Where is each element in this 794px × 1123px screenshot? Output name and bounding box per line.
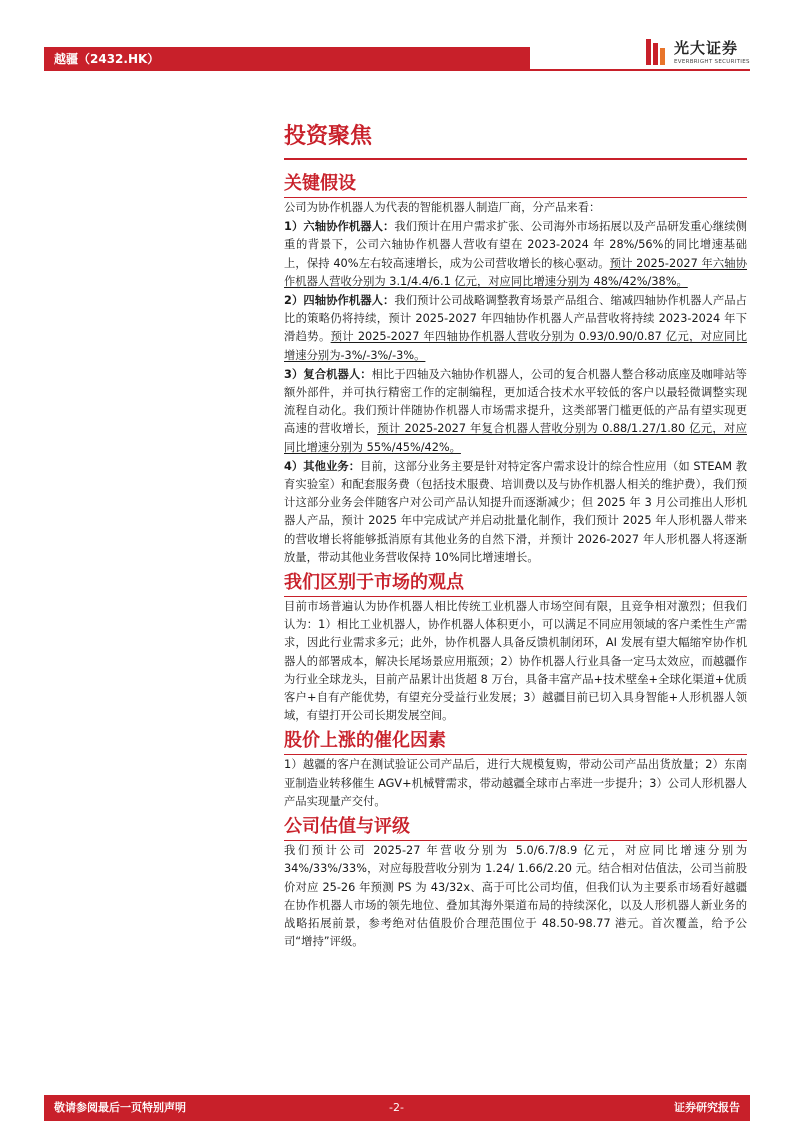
assumption-item [284, 218, 747, 291]
assumption-lead: 1）六轴协作机器人： [284, 220, 395, 234]
assumption-forecast: 预计 2025-2027 年复合机器人营收分别为 0.88/1.27/1.80 亿元，对应同比增速分别为 55%/45%/42%。 [284, 422, 747, 454]
catalysts-text: 1）越疆的客户在测试验证公司产品后，进行大规模复购，带动公司产品出货放量；2）东南亚制造业转移催生 AGV+机械臂需求，带动越疆全球市占率进一步提升；3）公司人形机器人产品实现量产交付。 [284, 758, 747, 808]
assumption-forecast: 预计 2025-2027 年四轴协作机器人营收分别为 0.93/0.90/0.87 亿元，对应同比增速分别为-3%/-3%/-3%。 [284, 330, 747, 362]
assumption-lead: 2）四轴协作机器人： [284, 294, 395, 308]
page-title: 投资聚焦 [284, 122, 747, 160]
differentiated-view-text: 目前市场普遍认为协作机器人相比传统工业机器人市场空间有限，且竞争相对激烈；但我们认为：1）相比工业机器人，协作机器人体积更小，可以满足不同应用领域的客户柔性生产需求，因此行业需求多元；此外，协作机器人具备反馈机制闭环，AI 发展有望大幅缩窄协作机器人的部署成本，解决长尾场景应用瓶颈；2）协作机器人行业具备一定马太效应，而越疆作为行业全球龙头，目前产品累计出货超 8 万台，具备丰富产品+技术壁垒+全球化渠道+优质客户+自有产能优势，有望充分受益行业发展；3）越疆目前已切入具身智能+人形机器人领域，有望打开公司长期发展空间。 [284, 600, 747, 723]
report-title: 越疆（2432.HK） [54, 52, 160, 66]
assumption-item [284, 292, 747, 365]
assumption-item [284, 366, 747, 457]
logo-text-cn: 光大证券 [674, 39, 739, 57]
assumption-lead: 4）其他业务： [284, 459, 361, 473]
section-title-key-assumptions: 关键假设 [284, 172, 747, 198]
valuation-text: 我们预计公司 2025-27 年营收分别为 5.0/6.7/8.9 亿元，对应同比增速分别为 34%/33%/33%，对应每股营收分别为 1.24/ 1.66/2.20 元。结合相对估值法，公司当前股价对应 25-26 年预测 PS 为 43/32x、高于可比公司均值，但我们认为主要系市场看好越疆在协作机器人市场的领先地位、叠加其海外渠道布局的持续深化，以及人形机器人新业务的战略拓展前景，参考绝对估值股价合理范围位于 48.50-98.77 港元。首次覆盖，给予公司“增持”评级。 [284, 844, 747, 949]
assumption-text: 我们预计在用户需求扩张、公司海外市场拓展以及产品研发重心继续侧重的背景下，公司六轴协作机器人营收有望在 2023-2024 年 28%/56%的同比增速基础上，保持 40%左右较高速增长，成为公司营收增长的核心驱动。 [284, 220, 747, 270]
assumption-item [284, 458, 747, 567]
footer-disclaimer: 敬请参阅最后一页特别声明 [54, 1101, 186, 1114]
section-title-catalysts: 股价上涨的催化因素 [284, 729, 747, 755]
logo-text-en: EVERBRIGHT SECURITIES [674, 59, 750, 65]
assumption-lead: 3）复合机器人： [284, 367, 372, 381]
logo-mark-icon [646, 39, 668, 65]
assumption-text: 相比于四轴及六轴协作机器人，公司的复合机器人整合移动底座及咖啡站等额外部件，并可执行精密工作的定制编程，更加适合技术水平较低的客户以最轻微调整实现流程自动化。我们预计伴随协作机器人市场需求提升，这类部署门槛更低的产品有望实现更高速的营收增长， [284, 367, 747, 436]
assumption-text: 目前，这部分业务主要是针对特定客户需求设计的综合性应用（如 STEAM 教育实验室）和配套服务费（包括技术服费、培训费以及与协作机器人相关的维护费），我们预计这部分业务会伴随客户对公司产品认知提升而逐渐减少；但 2025 年 3 月公司推出人形机器人产品，预计 2025 年中完成试产并启动批量化制作，我们预计 2025 年人形机器人带来的营收增长将能够抵消原有其他业务的自然下滑，并预计 2026-2027 年人形机器人将逐渐放量，带动其他业务营收保持 10%同比增速增长。 [284, 459, 747, 564]
key-assumptions-intro: 公司为协作机器人为代表的智能机器人制造厂商，分产品来看： [284, 201, 601, 214]
header-divider [530, 69, 750, 71]
everbright-logo [646, 37, 754, 69]
footer-band [44, 1095, 750, 1121]
main-content [284, 122, 747, 951]
assumption-text: 我们预计公司战略调整教育场景产品组合、缩减四轴协作机器人产品占比的策略仍将持续，预计 2025-2027 年四轴协作机器人产品营收将持续 2023-2024 年下滑趋势。 [284, 294, 747, 344]
section-title-differentiated-view: 我们区别于市场的观点 [284, 571, 747, 597]
section-title-valuation: 公司估值与评级 [284, 815, 747, 841]
footer-report-type: 证券研究报告 [674, 1101, 740, 1114]
assumption-forecast: 预计 2025-2027 年六轴协作机器人营收分别为 3.1/4.4/6.1 亿元，对应同比增速分别为 48%/42%/38%。 [284, 256, 748, 288]
page-number: -2- [389, 1101, 404, 1114]
